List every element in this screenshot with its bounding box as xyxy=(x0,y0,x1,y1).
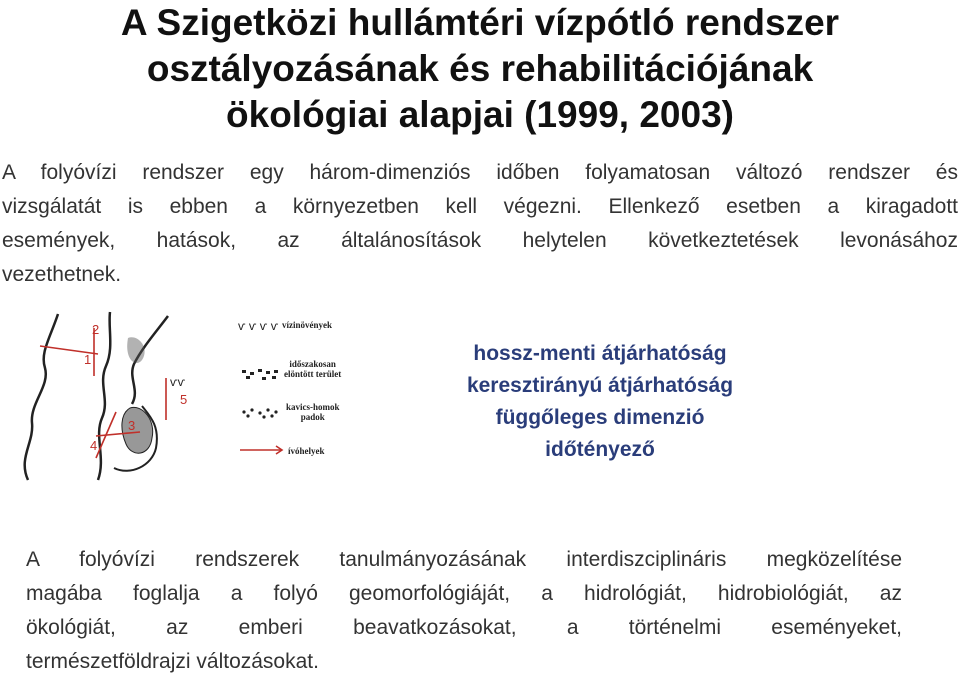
legend-plant-symbol: ѵ ѵ ѵ ѵ xyxy=(238,319,279,333)
factor-item: időtényező xyxy=(545,438,655,461)
legend-label-spawning: ívóhelyek xyxy=(288,446,325,456)
legend-label-line: időszakosan xyxy=(289,359,336,369)
intro-line: vezethetnek. xyxy=(2,263,122,286)
conclusion-line: magába foglalja a folyó geomorfológiáját, a hidrológiát, hidrobiológiát, az xyxy=(26,582,902,605)
legend-flood-symbol xyxy=(242,369,278,380)
factor-item: hossz-menti átjárhatóság xyxy=(473,342,727,365)
legend-gravel-symbol xyxy=(242,408,277,418)
title-line: osztályozásának és rehabilitációjának xyxy=(146,48,814,89)
intro-line: események, hatások, az általánosítások helytelen következtetések levonásához xyxy=(2,229,958,252)
river-bank-line xyxy=(98,312,110,480)
river-bank-line xyxy=(25,314,58,480)
map-number: 4 xyxy=(90,438,98,453)
intro-paragraph xyxy=(2,156,958,292)
conclusion-line: ökológiát, az emberi beavatkozásokat, a történelmi eseményeket, xyxy=(26,616,902,639)
conclusion-paragraph xyxy=(26,543,902,679)
connectivity-factors-list xyxy=(420,338,780,466)
map-number: 5 xyxy=(180,392,188,407)
legend-label-line: elöntött terület xyxy=(284,369,342,379)
legend-label-plants: vízinövények xyxy=(282,320,333,330)
flooded-area-patch xyxy=(127,337,144,363)
legend-label-flooded xyxy=(284,359,341,379)
page-title xyxy=(0,0,960,138)
factor-item: függőleges dimenzió xyxy=(495,406,705,429)
river-sketch-map xyxy=(10,308,350,488)
intro-line: vizsgálatát is ebben a környezetben kell végezni. Ellenkező esetben a kiragadott xyxy=(2,195,958,218)
title-line: ökológiai alapjai (1999, 2003) xyxy=(226,94,734,135)
conclusion-line: A folyóvízi rendszerek tanulmányozásának interdiszciplináris megközelítése xyxy=(26,548,902,571)
map-number: 1 xyxy=(84,352,92,367)
title-line: A Szigetközi hullámtéri vízpótló rendszer xyxy=(120,2,840,43)
intro-line: A folyóvízi rendszer egy három-dimenziós időben folyamatosan változó rendszer és xyxy=(2,161,958,184)
factor-item: keresztirányú átjárhatóság xyxy=(466,374,734,397)
legend-label-line: padok xyxy=(300,412,325,422)
conclusion-line: természetföldrajzi változásokat. xyxy=(26,650,319,673)
map-number: 2 xyxy=(92,322,100,337)
plant-symbols: ѵѵ xyxy=(170,375,186,389)
map-number: 3 xyxy=(128,418,136,433)
legend-label-line: kavics-homok xyxy=(286,402,340,412)
river-sketch-figure xyxy=(10,308,350,488)
legend-label-gravel xyxy=(286,402,340,422)
